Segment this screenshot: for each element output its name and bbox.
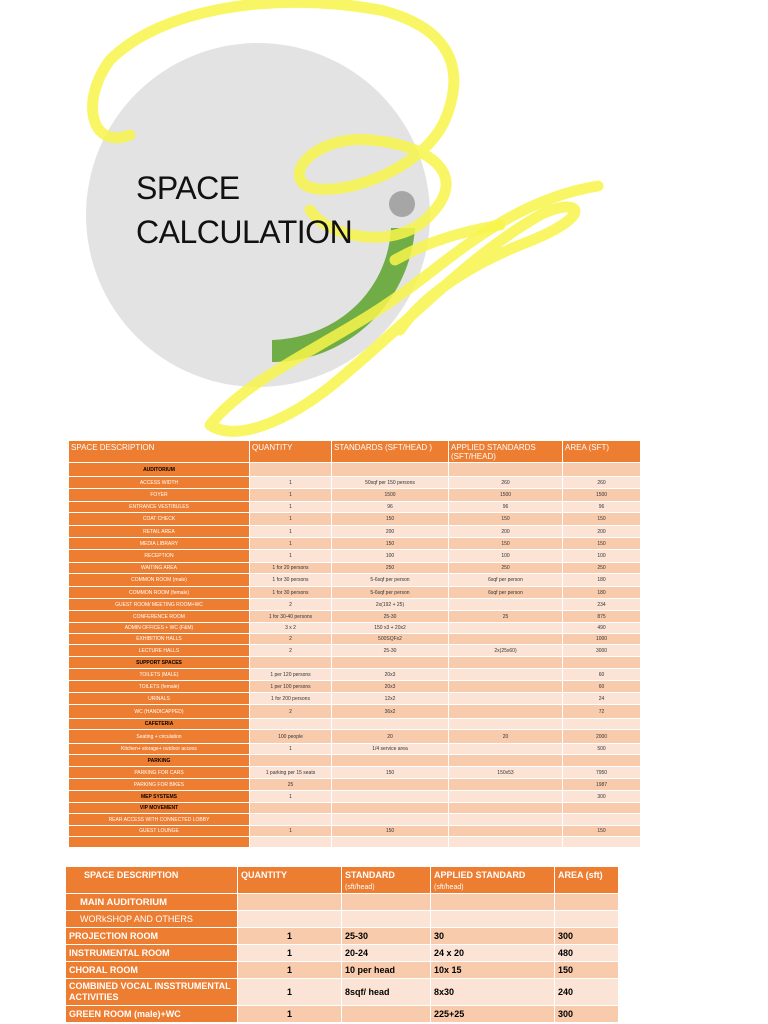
table1-cell-description: URINALS (69, 693, 250, 705)
header-applied-standards: APPLIED STANDARDS (SFT/HEAD) (449, 441, 563, 463)
table2-cell-applied: 225+25 (431, 1006, 555, 1023)
table1-row (69, 693, 641, 705)
table1-cell-description: ADMIN OFFICES + WC (F&M) (69, 623, 250, 634)
table2-row (66, 1006, 619, 1023)
table1-row (69, 634, 641, 645)
table1-row (69, 623, 641, 634)
table2-cell-applied: 24 x 20 (431, 945, 555, 962)
table1-row (69, 513, 641, 526)
table1-cell-applied (449, 669, 563, 681)
t2-header-area: AREA (sft) (555, 867, 619, 894)
table2-cell-quantity: 1 (238, 962, 342, 979)
table1-cell-standards: 2x(192 + 25) (332, 599, 449, 611)
table1-cell-quantity: 2 (250, 634, 332, 645)
table1-row (69, 550, 641, 563)
title-graphic (0, 0, 768, 440)
table1-cell-description: Seating + circulation (69, 730, 250, 744)
table1-cell-standards: 25-30 (332, 611, 449, 623)
table1-cell-standards: 150 x3 + 20x2 (332, 623, 449, 634)
empty-cell (238, 911, 342, 928)
table1-cell-standards: 5-6sqf per person (332, 587, 449, 599)
table1-cell-area: 1987 (563, 779, 641, 791)
table1-cell-area: 96 (563, 502, 641, 513)
table1-cell-standards: 1/4 service area (332, 744, 449, 755)
table1-cell-applied: 260 (449, 477, 563, 489)
table1-cell-area: 1500 (563, 489, 641, 502)
table2-cell-area: 150 (555, 962, 619, 979)
table2-cell-area: 240 (555, 979, 619, 1006)
t2-subheader-workshop: WORkSHOP AND OTHERS (66, 911, 238, 928)
table2-row (66, 945, 619, 962)
title-line-2: CALCULATION (136, 214, 353, 250)
table1-cell-applied (449, 657, 563, 669)
table1-cell-standards: 25-30 (332, 645, 449, 657)
gray-dot (389, 191, 415, 217)
table1-cell-applied: 150 (449, 538, 563, 550)
table1-cell-quantity: 2 (250, 599, 332, 611)
table1-cell-standards (332, 791, 449, 803)
table2-header (66, 867, 619, 894)
table2-cell-standard: 20-24 (342, 945, 431, 962)
table1-cell-quantity: 1 (250, 550, 332, 563)
table1-cell-applied (449, 779, 563, 791)
table1-cell-description: PARKING FOR BIKES (69, 779, 250, 791)
table1-cell-applied: 1500 (449, 489, 563, 502)
table1-row (69, 791, 641, 803)
table1-cell-standards: 250 (332, 563, 449, 574)
table1-cell-quantity: 3 x 2 (250, 623, 332, 634)
header-space-description: SPACE DESCRIPTION (69, 441, 250, 463)
table1-cell-quantity (250, 814, 332, 826)
t2-header-standard (342, 867, 431, 894)
table1-cell-quantity: 1 per 120 persons (250, 669, 332, 681)
header-area: AREA (SFT) (563, 441, 641, 463)
t2-header-standard-label: STANDARD (345, 870, 395, 880)
table1-cell-applied: 250 (449, 563, 563, 574)
table1-cell-standards: 20x3 (332, 669, 449, 681)
table2-cell-applied: 30 (431, 928, 555, 945)
table1-cell-area (563, 814, 641, 826)
table1-cell-area: 1000 (563, 634, 641, 645)
table2-subheader (66, 894, 619, 911)
table1-cell-area: 200 (563, 526, 641, 538)
table1-cell-quantity: 1 parking per 15 seats (250, 767, 332, 779)
empty-cell (342, 894, 431, 911)
table1-cell-description: RECEPTION (69, 550, 250, 563)
t2-header-applied-label: APPLIED STANDARD (434, 870, 526, 880)
table2-cell-area: 300 (555, 928, 619, 945)
empty-cell (555, 911, 619, 928)
t2-subheader-main-auditorium: MAIN AUDITORIUM (66, 894, 238, 911)
empty-cell (342, 911, 431, 928)
table1-cell-applied (449, 755, 563, 767)
table1-cell-applied (449, 814, 563, 826)
table1-cell-standards (332, 814, 449, 826)
table1-cell-quantity: 1 (250, 744, 332, 755)
table1-row (69, 489, 641, 502)
empty-cell (431, 911, 555, 928)
table2-cell-area: 300 (555, 1006, 619, 1023)
table1-row (69, 814, 641, 826)
table1-cell-quantity: 100 people (250, 730, 332, 744)
table1-cell-description: SUPPORT SPACES (69, 657, 250, 669)
table1-cell-area (563, 755, 641, 767)
table1-cell-applied (449, 719, 563, 730)
table1-cell-description: TOILETS (MALE) (69, 669, 250, 681)
table1-cell-area: 300 (563, 791, 641, 803)
table1-cell-applied (449, 791, 563, 803)
t2-header-quantity: QUANTITY (238, 867, 342, 894)
table1-cell-area (563, 803, 641, 814)
table1-cell-applied (449, 693, 563, 705)
table1-cell-area: 150 (563, 826, 641, 837)
table1-row (69, 657, 641, 669)
table2-cell-applied: 8x30 (431, 979, 555, 1006)
table1-cell-description: WAITING AREA (69, 563, 250, 574)
table1-cell-quantity (250, 755, 332, 767)
table1-cell-applied: 200 (449, 526, 563, 538)
table1-cell-standards (332, 803, 449, 814)
space-table-2 (65, 866, 619, 1023)
table1-cell-description: PARKING (69, 755, 250, 767)
table2-cell-standard: 10 per head (342, 962, 431, 979)
table1-row (69, 826, 641, 837)
table1-row (69, 755, 641, 767)
table1-cell-description: COAT CHECK (69, 513, 250, 526)
table1-cell-description: ACCESS WIDTH (69, 477, 250, 489)
table1-cell-description (69, 837, 250, 848)
table1-cell-quantity (250, 837, 332, 848)
table1-cell-standards (332, 719, 449, 730)
table1-cell-description: FOYER (69, 489, 250, 502)
table1-cell-quantity: 1 for 30 persons (250, 587, 332, 599)
table1-cell-standards: 36x2 (332, 705, 449, 719)
table1-cell-quantity (250, 657, 332, 669)
header-standards: STANDARDS (SFT/HEAD ) (332, 441, 449, 463)
table1-cell-area: 100 (563, 550, 641, 563)
table1-cell-applied: 96 (449, 502, 563, 513)
table1-row (69, 681, 641, 693)
slide-title (136, 166, 352, 254)
table1-row (69, 463, 641, 477)
table1-cell-quantity: 1 for 30 persons (250, 574, 332, 587)
table1-row (69, 574, 641, 587)
table1-cell-quantity: 1 (250, 538, 332, 550)
table1-cell-description: CAFETERIA (69, 719, 250, 730)
table1-cell-applied (449, 705, 563, 719)
table1-cell-quantity (250, 463, 332, 477)
table2-cell-standard: 8sqf/ head (342, 979, 431, 1006)
table1-cell-standards: 20 (332, 730, 449, 744)
table2-subheader (66, 911, 619, 928)
table1-cell-applied (449, 463, 563, 477)
table1-cell-area (563, 463, 641, 477)
table2-cell-description: GREEN ROOM (male)+WC (66, 1006, 238, 1023)
table1-cell-applied (449, 634, 563, 645)
table2-cell-standard (342, 1006, 431, 1023)
table1-cell-standards: 1500 (332, 489, 449, 502)
table1-cell-applied: 100 (449, 550, 563, 563)
table1-cell-standards (332, 755, 449, 767)
table1-cell-applied: 6sqf per person (449, 587, 563, 599)
table1-cell-standards: 150 (332, 538, 449, 550)
table1-cell-quantity: 1 (250, 791, 332, 803)
table1-cell-area: 24 (563, 693, 641, 705)
table1-cell-standards: 50sqf per 150 persons (332, 477, 449, 489)
table1-cell-quantity: 1 for 20 persons (250, 563, 332, 574)
table1-cell-area: 250 (563, 563, 641, 574)
table2-cell-description: CHORAL ROOM (66, 962, 238, 979)
table1-row (69, 502, 641, 513)
table2-cell-area: 480 (555, 945, 619, 962)
table2-cell-description: INSTRUMENTAL ROOM (66, 945, 238, 962)
header-quantity: QUANTITY (250, 441, 332, 463)
table2-row (66, 979, 619, 1006)
table1-cell-quantity: 2 (250, 705, 332, 719)
table1-cell-standards (332, 837, 449, 848)
table1-row (69, 538, 641, 550)
table1-cell-description: GUEST ROOM/ MEETING ROOM+WC (69, 599, 250, 611)
table1-cell-quantity: 1 for 200 persons (250, 693, 332, 705)
table2-cell-quantity: 1 (238, 945, 342, 962)
empty-cell (555, 894, 619, 911)
title-line-1: SPACE (136, 170, 240, 206)
table2-cell-description: COMBINED VOCAL INSSTRUMENTAL ACTIVITIES (66, 979, 238, 1006)
table1-cell-applied: 25 (449, 611, 563, 623)
table1-cell-standards (332, 657, 449, 669)
space-table-1 (68, 440, 641, 848)
table1-cell-standards: 100 (332, 550, 449, 563)
table1-cell-standards: 12x2 (332, 693, 449, 705)
table1-cell-quantity (250, 719, 332, 730)
table1-cell-description: CONFERENCE ROOM (69, 611, 250, 623)
table1-cell-applied (449, 681, 563, 693)
table1-cell-applied: 2x(25x60) (449, 645, 563, 657)
table1-cell-description: MEDIA LIBRARY (69, 538, 250, 550)
table2-cell-standard: 25-30 (342, 928, 431, 945)
table1-cell-quantity: 1 (250, 502, 332, 513)
table1-row (69, 767, 641, 779)
table1-cell-area: 180 (563, 574, 641, 587)
table1-cell-area: 60 (563, 681, 641, 693)
table2-cell-description: PROJECTION ROOM (66, 928, 238, 945)
table1-cell-applied: 150x53 (449, 767, 563, 779)
table1-row (69, 563, 641, 574)
table1-cell-area: 490 (563, 623, 641, 634)
table1-cell-description: ENTRANCE VESTIBULES (69, 502, 250, 513)
table2-cell-quantity: 1 (238, 979, 342, 1006)
table1-cell-quantity: 1 (250, 489, 332, 502)
table1-row (69, 803, 641, 814)
table1-cell-applied: 150 (449, 513, 563, 526)
table1-cell-standards: 150 (332, 513, 449, 526)
table1-cell-applied (449, 744, 563, 755)
empty-cell (431, 894, 555, 911)
table2-row (66, 962, 619, 979)
table1-cell-description: COMMON ROOM (female) (69, 587, 250, 599)
table1-cell-description: GUEST LOUNGE (69, 826, 250, 837)
table1-cell-description: EXHIBITION HALLS (69, 634, 250, 645)
table1-cell-standards: 96 (332, 502, 449, 513)
table1-cell-standards: 150 (332, 767, 449, 779)
table1-cell-applied: 20 (449, 730, 563, 744)
table1-cell-area: 2000 (563, 730, 641, 744)
table1-cell-applied (449, 599, 563, 611)
t2-header-standard-unit: (sft/head) (345, 884, 375, 891)
table1-cell-standards: 5-6sqf per person (332, 574, 449, 587)
table1-cell-quantity: 1 (250, 526, 332, 538)
table1-cell-area: 234 (563, 599, 641, 611)
table1-cell-quantity: 2 (250, 645, 332, 657)
table1-cell-applied (449, 837, 563, 848)
t2-header-applied-unit: (sft/head) (434, 884, 464, 891)
table1-cell-area (563, 837, 641, 848)
table1-row (69, 705, 641, 719)
table2-cell-quantity: 1 (238, 928, 342, 945)
table1-cell-applied (449, 826, 563, 837)
table1-cell-quantity: 1 for 30-40 persons (250, 611, 332, 623)
table1-cell-area: 180 (563, 587, 641, 599)
table1-cell-applied (449, 803, 563, 814)
table1-row (69, 477, 641, 489)
table1-cell-standards: 20x3 (332, 681, 449, 693)
table1-row (69, 779, 641, 791)
table1-cell-area (563, 657, 641, 669)
table1-cell-standards: 500SQFx2 (332, 634, 449, 645)
table1-cell-quantity: 1 (250, 513, 332, 526)
table1-row (69, 719, 641, 730)
table2-row (66, 928, 619, 945)
empty-cell (238, 894, 342, 911)
table1-header (69, 441, 641, 463)
table1-cell-applied (449, 623, 563, 634)
table1-cell-area: 7950 (563, 767, 641, 779)
table1-row (69, 599, 641, 611)
table1-cell-description: TOILETS (female) (69, 681, 250, 693)
table1-cell-description: PARKING FOR CARS (69, 767, 250, 779)
table1-row (69, 611, 641, 623)
table1-cell-standards (332, 463, 449, 477)
table1-cell-area: 500 (563, 744, 641, 755)
table1-cell-description: REAR ACCESS WITH CONNECTED LOBBY (69, 814, 250, 826)
table1-cell-area (563, 719, 641, 730)
table1-cell-quantity: 25 (250, 779, 332, 791)
table1-cell-description: AUDITORIUM (69, 463, 250, 477)
table1-cell-area: 3000 (563, 645, 641, 657)
table1-row (69, 837, 641, 848)
table1-cell-description: COMMON ROOM (male) (69, 574, 250, 587)
table1-cell-quantity: 1 (250, 477, 332, 489)
table1-row (69, 669, 641, 681)
table1-row (69, 730, 641, 744)
table1-cell-standards (332, 779, 449, 791)
table1-cell-standards: 200 (332, 526, 449, 538)
table1-cell-area: 60 (563, 669, 641, 681)
table1-cell-quantity (250, 803, 332, 814)
table1-cell-area: 875 (563, 611, 641, 623)
table1-cell-quantity: 1 (250, 826, 332, 837)
table1-cell-applied: 6sqf per person (449, 574, 563, 587)
table1-cell-standards: 150 (332, 826, 449, 837)
table1-cell-description: LECTURE HALLS (69, 645, 250, 657)
table1-cell-area: 72 (563, 705, 641, 719)
table1-cell-description: MEP SYSTEMS (69, 791, 250, 803)
t2-header-description: SPACE DESCRIPTION (66, 867, 238, 894)
table1-row (69, 744, 641, 755)
title-illustration (0, 0, 768, 440)
table2-cell-quantity: 1 (238, 1006, 342, 1023)
table1-cell-description: WC (HANDICAPPED) (69, 705, 250, 719)
table1-row (69, 645, 641, 657)
t2-header-applied (431, 867, 555, 894)
table1-cell-area: 260 (563, 477, 641, 489)
table1-row (69, 587, 641, 599)
table1-cell-area: 150 (563, 513, 641, 526)
table1-cell-description: RETAIL AREA (69, 526, 250, 538)
table2-cell-applied: 10x 15 (431, 962, 555, 979)
table1-cell-area: 150 (563, 538, 641, 550)
table1-cell-description: Kitchen+ storage+ outdoor access (69, 744, 250, 755)
table1-cell-description: VIP MOVEMENT (69, 803, 250, 814)
table1-cell-quantity: 1 per 100 persons (250, 681, 332, 693)
table1-row (69, 526, 641, 538)
